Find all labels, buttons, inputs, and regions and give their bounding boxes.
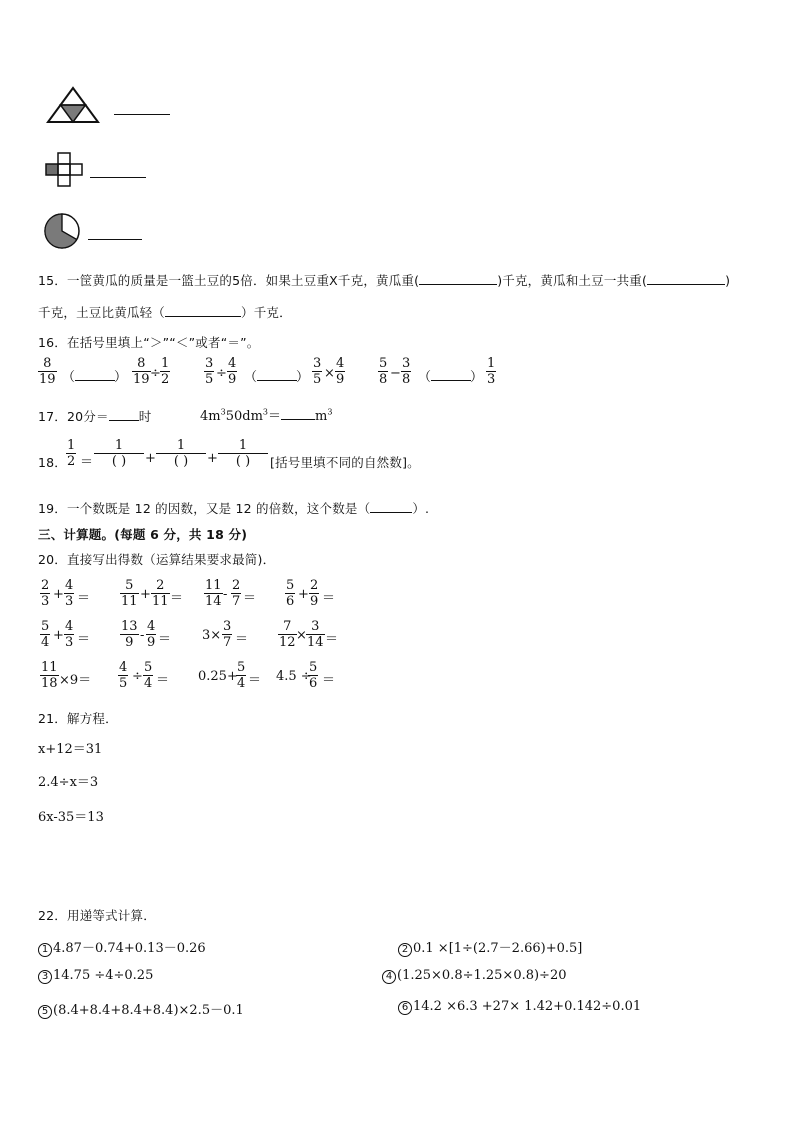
q18-note: [括号里填不同的自然数]。 [270,455,420,470]
fraction: 1 ( ) [218,438,268,469]
fraction: 3 8 [402,356,411,387]
answer-blank[interactable] [419,272,497,285]
fraction: 3 7 [223,619,232,650]
fraction: 5 11 [121,578,138,609]
fraction: 1 3 [487,356,496,387]
fraction: 4 9 [147,619,156,650]
q21-title: 21．解方程． [38,711,118,726]
calc-item: 6 14.2 ×6.3 +27× 1.42+0.142÷0.01 [398,999,641,1015]
fraction: 13 9 [121,619,138,650]
fraction: 4 3 [65,578,74,609]
fraction: 8 19 [39,356,56,387]
q17-line: 17．20分＝ 时 [38,409,152,424]
cross-figure [44,152,86,188]
fraction: 1 ( ) [156,438,206,469]
answer-blank[interactable] [88,225,142,240]
answer-blank[interactable] [281,407,315,420]
fraction: 2 9 [310,578,319,609]
fraction: 11 18 [41,660,58,691]
q18-label: 18． [38,455,68,470]
fraction: 3 5 [313,356,322,387]
answer-blank[interactable] [75,368,115,381]
calc-item: 5 (8.4+8.4+8.4+8.4)×2.5－0.1 [38,999,244,1019]
fraction: 1 ( ) [94,438,144,469]
fraction: 4 3 [65,619,74,650]
fraction: 11 14 [205,578,222,609]
answer-blank[interactable] [370,500,412,513]
q22-title: 22．用递等式计算． [38,908,156,923]
q17-part2: $4m^350dm^3= m^3$ [200,407,333,424]
fraction: 5 6 [309,660,318,691]
fraction: 3 5 [205,356,214,387]
answer-blank[interactable] [257,368,297,381]
answer-blank[interactable] [109,408,139,421]
calc-item: 2 0.1 ×[1÷(2.7－2.66)+0.5] [398,937,582,957]
fraction: 5 4 [41,619,50,650]
equation: 2.4÷x＝3 [38,775,99,790]
fraction: 2 3 [41,578,50,609]
q20-title: 20．直接写出得数（运算结果要求最简)． [38,552,276,567]
fraction: 2 7 [232,578,241,609]
calc-item: 4 (1.25×0.8÷1.25×0.8)÷20 [382,968,567,984]
fraction: 5 4 [237,660,246,691]
fraction: 5 4 [144,660,153,691]
answer-blank[interactable] [165,304,241,317]
q16-title: 16．在括号里填上“＞”“＜”或者“＝”。 [38,335,260,350]
fraction: 5 8 [379,356,388,387]
fraction: 2 11 [152,578,169,609]
calc-item: 1 4.87－0.74+0.13－0.26 [38,937,206,957]
equation: x+12＝31 [38,742,103,757]
q15-line2: 千克，土豆比黄瓜轻（ ）千克． [38,305,292,320]
fraction: 1 2 [67,438,76,469]
answer-blank[interactable] [114,100,170,115]
fraction: 4 9 [336,356,345,387]
fraction: 8 19 [133,356,150,387]
answer-blank[interactable] [647,272,725,285]
q19-line: 19．一个数既是 12 的因数，又是 12 的倍数，这个数是（ ）. [38,501,430,516]
fraction: 5 6 [286,578,295,609]
fraction: 1 2 [161,356,170,387]
triangle-figure [46,86,100,124]
calc-item: 3 14.75 ÷4÷0.25 [38,968,153,984]
section-title: 三、计算题。(每题 6 分，共 18 分) [38,527,248,542]
pie-figure [42,212,84,250]
fraction: 7 12 [279,619,296,650]
equation: 6x-35＝13 [38,810,104,825]
fraction: 4 9 [228,356,237,387]
answer-blank[interactable] [431,368,471,381]
fraction: 3 14 [307,619,324,650]
q15-line1: 15．一筐黄瓜的质量是一篮土豆的5倍．如果土豆重Х千克，黄瓜重( )千克，黄瓜和土豆一共重( ) [38,273,731,288]
answer-blank[interactable] [90,163,146,178]
fraction: 4 5 [119,660,128,691]
